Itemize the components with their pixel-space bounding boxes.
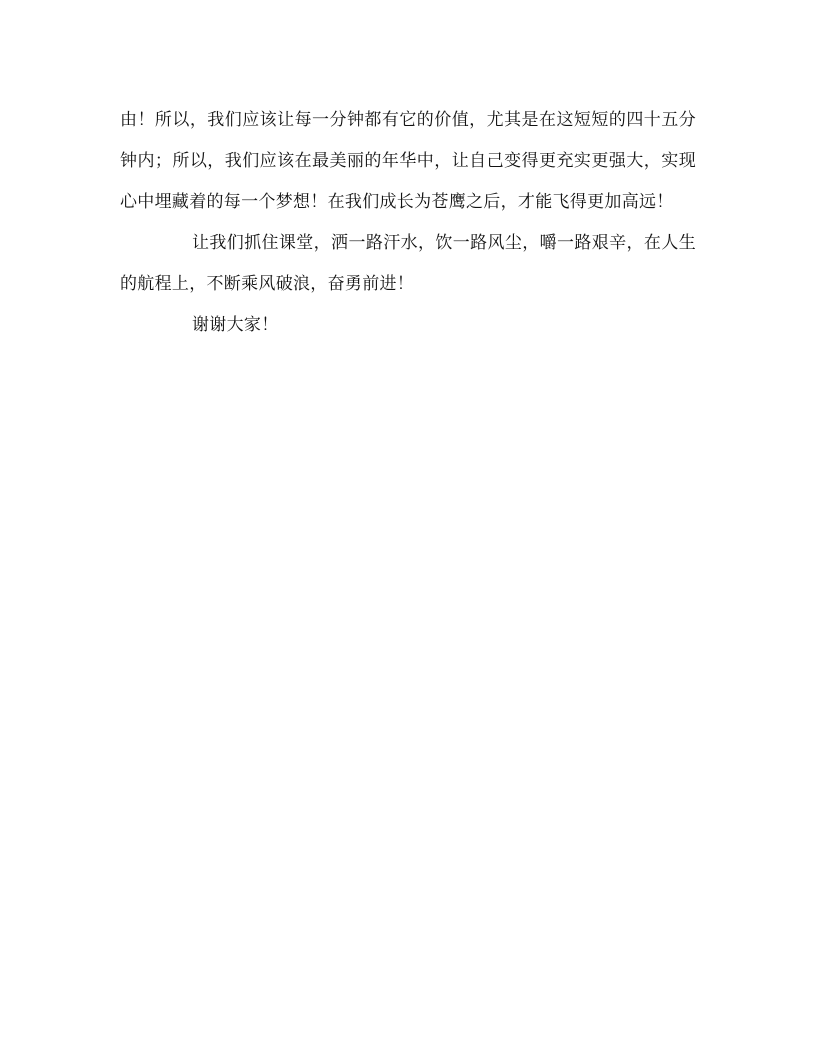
- paragraph-closing: 谢谢大家！: [192, 315, 279, 335]
- document-body: [120, 100, 696, 346]
- paragraph-continuation: 由！所以，我们应该让每一分钟都有它的价值，尤其是在这短短的四十五分钟内；所以，我们应该在最美丽的年华中，让自己变得更充实更强大，实现心中埋藏着的每一个梦想！在我们成长为苍鹰之后，才能飞得更加高远！: [120, 110, 696, 212]
- paragraph-call-to-action: 让我们抓住课堂，洒一路汗水，饮一路风尘，嚼一路艰辛，在人生的航程上，不断乘风破浪，奋勇前进！: [120, 233, 696, 294]
